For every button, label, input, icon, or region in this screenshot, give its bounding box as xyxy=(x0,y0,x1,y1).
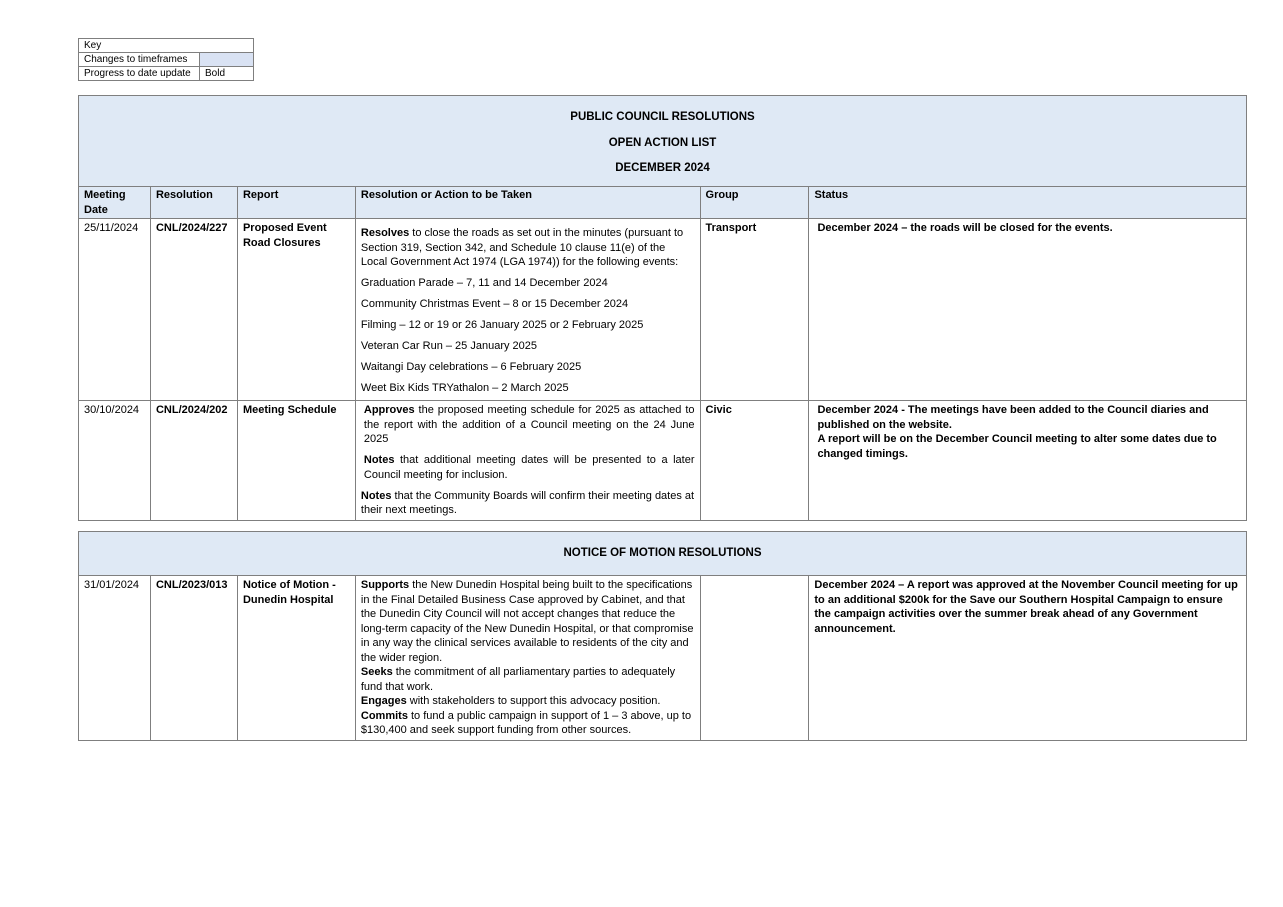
action-verb: Notes xyxy=(360,489,392,502)
action-text: the commitment of all parliamentary parties to adequately fund that work. xyxy=(360,666,676,693)
event-item: Veteran Car Run – 25 January 2025 xyxy=(360,340,538,352)
key-title: Key xyxy=(79,39,254,53)
header-meeting-date: Meeting Date xyxy=(79,187,151,219)
key-swatch-timeframes xyxy=(200,53,254,67)
action-verb: Seeks xyxy=(360,666,393,678)
resolution-action xyxy=(355,219,700,401)
status-cell xyxy=(809,401,1247,521)
motion-title: NOTICE OF MOTION RESOLUTIONS xyxy=(563,547,762,560)
group-name: Transport xyxy=(700,219,809,401)
action-verb: Approves xyxy=(363,404,415,416)
key-label-timeframes: Changes to timeframes xyxy=(79,53,200,67)
resolution-action xyxy=(355,576,700,741)
action-text: that additional meeting dates will be presented to a later Council meeting for inclusion. xyxy=(363,454,695,481)
event-item: Weet Bix Kids TRYathalon – 2 March 2025 xyxy=(360,382,569,394)
key-label-progress: Progress to date update xyxy=(79,67,200,81)
group-name xyxy=(700,576,809,741)
meeting-date: 31/01/2024 xyxy=(79,576,151,741)
resolution-action xyxy=(355,401,700,521)
header-report: Report xyxy=(237,187,355,219)
event-item: Filming – 12 or 19 or 26 January 2025 or 2 February 2025 xyxy=(360,319,644,331)
header-status: Status xyxy=(809,187,1247,219)
key-value-progress: Bold xyxy=(200,67,254,81)
notice-of-motion-table xyxy=(78,531,1247,741)
action-verb: Commits xyxy=(360,709,408,722)
header-action: Resolution or Action to be Taken xyxy=(355,187,700,219)
header-group: Group xyxy=(700,187,809,219)
header-row xyxy=(79,187,1247,219)
event-item: Community Christmas Event – 8 or 15 December 2024 xyxy=(360,298,629,310)
resolution-id: CNL/2024/202 xyxy=(150,401,237,521)
action-verb: Engages xyxy=(360,695,407,707)
table-row xyxy=(79,401,1247,521)
action-verb: Supports xyxy=(360,579,410,591)
action-text: the proposed meeting schedule for 2025 as attached to the report with the addition of a Council meeting on the 24 June 2025 xyxy=(363,404,695,445)
status-text: December 2024 – A report was approved at the November Council meeting for up to an additional $200k for the Save our Southern Hospital Campaign to ensure the campaign activities over the summer break ahead of any Government announcement. xyxy=(809,576,1247,741)
group-name: Civic xyxy=(700,401,809,521)
report-name: Proposed Event Road Closures xyxy=(237,219,355,401)
header-resolution: Resolution xyxy=(150,187,237,219)
report-name: Notice of Motion - Dunedin Hospital xyxy=(237,576,355,741)
status-text: A report will be on the December Council meeting to alter some dates due to changed timings. xyxy=(817,433,1217,460)
meeting-date: 25/11/2024 xyxy=(79,219,151,401)
event-item: Waitangi Day celebrations – 6 February 2025 xyxy=(360,361,582,373)
resolution-id: CNL/2023/013 xyxy=(150,576,237,741)
action-text: to close the roads as set out in the minutes (pursuant to Section 319, Section 342, and Schedule 10 clause 11(e) of the Local Government Act 1974 (LGA 1974)) for the following events: xyxy=(360,227,684,268)
table-row xyxy=(79,576,1247,741)
status-text: December 2024 - The meetings have been added to the Council diaries and published on the website. xyxy=(817,404,1209,431)
public-title: PUBLIC COUNCIL RESOLUTIONS xyxy=(570,111,755,123)
key-table xyxy=(78,38,254,81)
event-item: Graduation Parade – 7, 11 and 14 December 2024 xyxy=(360,277,608,289)
action-text: that the Community Boards will confirm their meeting dates at their next meetings. xyxy=(360,489,695,516)
public-banner xyxy=(79,96,1247,187)
table-row xyxy=(79,219,1247,401)
public-resolutions-table xyxy=(78,95,1247,521)
resolution-id: CNL/2024/227 xyxy=(150,219,237,401)
status-text: December 2024 – the roads will be closed for the events. xyxy=(809,219,1247,401)
meeting-date: 30/10/2024 xyxy=(79,401,151,521)
report-name: Meeting Schedule xyxy=(237,401,355,521)
action-verb: Resolves xyxy=(360,227,410,239)
action-verb: Notes xyxy=(363,454,395,466)
action-text: to fund a public campaign in support of 1 – 3 above, up to $130,400 and seek support funding from other sources. xyxy=(360,709,692,736)
open-action-list-title: OPEN ACTION LIST xyxy=(608,136,717,149)
motion-banner xyxy=(79,532,1247,576)
month-title: DECEMBER 2024 xyxy=(615,162,710,174)
action-text: the New Dunedin Hospital being built to the specifications in the Final Detailed Business Case approved by Cabinet, and that the Dunedin City Council will not accept changes that reduce the long-term capacity of the New Dunedin Hospital, or that compromise in any way the clinical services available to residents of the city and the wider region. xyxy=(360,579,694,664)
action-text: with stakeholders to support this advocacy position. xyxy=(406,695,661,707)
